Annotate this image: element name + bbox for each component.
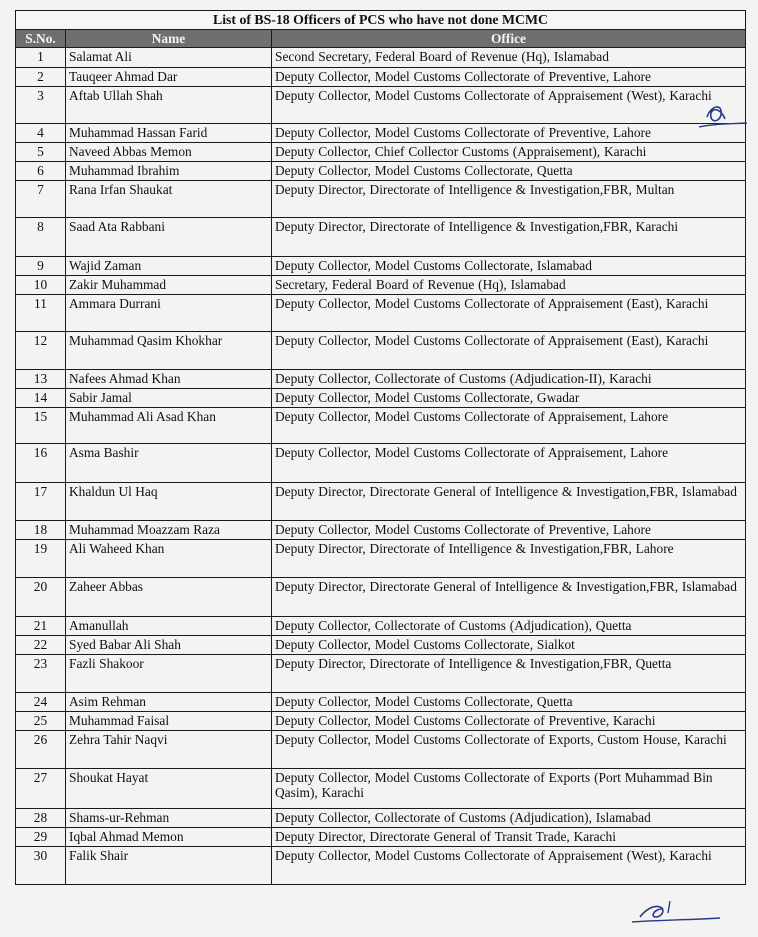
- name-cell: Zakir Muhammad: [66, 275, 272, 294]
- table-row: [16, 616, 746, 635]
- table-row: [16, 635, 746, 654]
- sno-cell: 27: [16, 768, 66, 808]
- sno-cell: 23: [16, 654, 66, 692]
- office-cell: Deputy Collector, Collectorate of Customs (Adjudication), Islamabad: [272, 808, 746, 827]
- sno-cell: 8: [16, 217, 66, 256]
- sno-cell: 5: [16, 142, 66, 161]
- sno-cell: 1: [16, 47, 66, 67]
- office-cell: Deputy Collector, Model Customs Collectorate of Appraisement (East), Karachi: [272, 331, 746, 369]
- sno-cell: 18: [16, 520, 66, 539]
- office-cell: Deputy Director, Directorate of Intelligence & Investigation,FBR, Multan: [272, 180, 746, 217]
- name-cell: Shams-ur-Rehman: [66, 808, 272, 827]
- column-header-row: [16, 30, 746, 48]
- office-cell: Deputy Collector, Model Customs Collectorate of Appraisement (East), Karachi: [272, 294, 746, 331]
- name-cell: Salamat Ali: [66, 47, 272, 67]
- table-row: [16, 161, 746, 180]
- table-row: [16, 123, 746, 142]
- name-cell: Zaheer Abbas: [66, 577, 272, 616]
- office-cell: Secretary, Federal Board of Revenue (Hq), Islamabad: [272, 275, 746, 294]
- name-cell: Muhammad Qasim Khokhar: [66, 331, 272, 369]
- sno-cell: 14: [16, 388, 66, 407]
- sno-cell: 12: [16, 331, 66, 369]
- office-cell: Deputy Director, Directorate General of Intelligence & Investigation,FBR, Islamabad: [272, 577, 746, 616]
- table-row: [16, 407, 746, 443]
- sno-cell: 17: [16, 482, 66, 520]
- office-cell: Deputy Director, Directorate of Intelligence & Investigation,FBR, Lahore: [272, 539, 746, 577]
- document-page: [15, 10, 745, 885]
- table-row: [16, 67, 746, 86]
- sno-cell: 22: [16, 635, 66, 654]
- table-row: [16, 520, 746, 539]
- name-cell: Asim Rehman: [66, 692, 272, 711]
- office-cell: Deputy Collector, Model Customs Collectorate of Appraisement (West), Karachi: [272, 846, 746, 884]
- table-row: [16, 692, 746, 711]
- handwritten-signature: [632, 897, 722, 927]
- name-cell: Muhammad Moazzam Raza: [66, 520, 272, 539]
- office-cell: Deputy Collector, Collectorate of Customs (Adjudication), Quetta: [272, 616, 746, 635]
- sno-cell: 24: [16, 692, 66, 711]
- office-cell: Deputy Director, Directorate General of Intelligence & Investigation,FBR, Islamabad: [272, 482, 746, 520]
- office-cell: Deputy Collector, Model Customs Collectorate, Islamabad: [272, 256, 746, 275]
- table-row: [16, 369, 746, 388]
- table-row: [16, 275, 746, 294]
- office-cell: Deputy Director, Directorate General of Transit Trade, Karachi: [272, 827, 746, 846]
- office-cell: Deputy Collector, Model Customs Collectorate of Preventive, Lahore: [272, 123, 746, 142]
- name-cell: Muhammad Ali Asad Khan: [66, 407, 272, 443]
- sno-cell: 6: [16, 161, 66, 180]
- table-row: [16, 294, 746, 331]
- name-cell: Khaldun Ul Haq: [66, 482, 272, 520]
- sno-cell: 21: [16, 616, 66, 635]
- table-row: [16, 482, 746, 520]
- name-cell: Falik Shair: [66, 846, 272, 884]
- name-cell: Syed Babar Ali Shah: [66, 635, 272, 654]
- table-row: [16, 846, 746, 884]
- office-cell: Deputy Collector, Model Customs Collectorate of Appraisement, Lahore: [272, 407, 746, 443]
- table-row: [16, 443, 746, 482]
- table-row: [16, 654, 746, 692]
- office-cell: Deputy Collector, Model Customs Collectorate of Preventive, Lahore: [272, 67, 746, 86]
- sno-cell: 11: [16, 294, 66, 331]
- table-row: [16, 539, 746, 577]
- office-cell: Deputy Collector, Model Customs Collectorate of Exports, Custom House, Karachi: [272, 730, 746, 768]
- table-row: [16, 577, 746, 616]
- name-cell: Fazli Shakoor: [66, 654, 272, 692]
- sno-cell: 10: [16, 275, 66, 294]
- table-row: [16, 331, 746, 369]
- handwritten-initial-mark: [697, 97, 749, 131]
- office-cell: Deputy Collector, Model Customs Collectorate, Sialkot: [272, 635, 746, 654]
- name-cell: Amanullah: [66, 616, 272, 635]
- name-cell: Sabir Jamal: [66, 388, 272, 407]
- sno-cell: 7: [16, 180, 66, 217]
- office-cell: Deputy Collector, Model Customs Collectorate of Appraisement (West), Karachi: [272, 86, 746, 123]
- name-cell: Shoukat Hayat: [66, 768, 272, 808]
- name-cell: Saad Ata Rabbani: [66, 217, 272, 256]
- name-cell: Rana Irfan Shaukat: [66, 180, 272, 217]
- office-cell: Deputy Collector, Model Customs Collectorate of Preventive, Lahore: [272, 520, 746, 539]
- table-row: [16, 217, 746, 256]
- name-cell: Zehra Tahir Naqvi: [66, 730, 272, 768]
- sno-cell: 2: [16, 67, 66, 86]
- office-cell: Deputy Collector, Model Customs Collectorate of Appraisement, Lahore: [272, 443, 746, 482]
- table-row: [16, 827, 746, 846]
- sno-cell: 9: [16, 256, 66, 275]
- sno-cell: 19: [16, 539, 66, 577]
- table-row: [16, 142, 746, 161]
- sno-header: S.No.: [16, 30, 66, 48]
- sno-cell: 25: [16, 711, 66, 730]
- table-row: [16, 730, 746, 768]
- table-title: List of BS-18 Officers of PCS who have not done MCMC: [16, 11, 746, 30]
- table-row: [16, 180, 746, 217]
- table-row: [16, 86, 746, 123]
- name-cell: Tauqeer Ahmad Dar: [66, 67, 272, 86]
- office-cell: Deputy Director, Directorate of Intelligence & Investigation,FBR, Karachi: [272, 217, 746, 256]
- table-row: [16, 808, 746, 827]
- table-row: [16, 47, 746, 67]
- table-row: [16, 388, 746, 407]
- table-row: [16, 256, 746, 275]
- office-cell: Deputy Collector, Model Customs Collectorate, Gwadar: [272, 388, 746, 407]
- name-cell: Asma Bashir: [66, 443, 272, 482]
- office-cell: Deputy Collector, Model Customs Collectorate of Preventive, Karachi: [272, 711, 746, 730]
- table-row: [16, 711, 746, 730]
- officers-table: [15, 10, 746, 885]
- table-row: [16, 768, 746, 808]
- table-title-row: [16, 11, 746, 30]
- sno-cell: 30: [16, 846, 66, 884]
- sno-cell: 13: [16, 369, 66, 388]
- name-cell: Muhammad Hassan Farid: [66, 123, 272, 142]
- name-cell: Naveed Abbas Memon: [66, 142, 272, 161]
- sno-cell: 3: [16, 86, 66, 123]
- sno-cell: 4: [16, 123, 66, 142]
- name-cell: Ammara Durrani: [66, 294, 272, 331]
- name-cell: Ali Waheed Khan: [66, 539, 272, 577]
- name-cell: Aftab Ullah Shah: [66, 86, 272, 123]
- name-cell: Iqbal Ahmad Memon: [66, 827, 272, 846]
- table-body: [16, 47, 746, 884]
- office-header: Office: [272, 30, 746, 48]
- name-cell: Muhammad Faisal: [66, 711, 272, 730]
- office-cell: Deputy Director, Directorate of Intelligence & Investigation,FBR, Quetta: [272, 654, 746, 692]
- name-header: Name: [66, 30, 272, 48]
- name-cell: Wajid Zaman: [66, 256, 272, 275]
- sno-cell: 20: [16, 577, 66, 616]
- sno-cell: 28: [16, 808, 66, 827]
- office-cell: Deputy Collector, Model Customs Collectorate of Exports (Port Muhammad Bin Qasim), Karachi: [272, 768, 746, 808]
- sno-cell: 15: [16, 407, 66, 443]
- sno-cell: 26: [16, 730, 66, 768]
- office-cell: Deputy Collector, Model Customs Collectorate, Quetta: [272, 692, 746, 711]
- office-cell: Deputy Collector, Collectorate of Customs (Adjudication-II), Karachi: [272, 369, 746, 388]
- office-cell: Second Secretary, Federal Board of Revenue (Hq), Islamabad: [272, 47, 746, 67]
- sno-cell: 16: [16, 443, 66, 482]
- name-cell: Nafees Ahmad Khan: [66, 369, 272, 388]
- office-cell: Deputy Collector, Chief Collector Customs (Appraisement), Karachi: [272, 142, 746, 161]
- sno-cell: 29: [16, 827, 66, 846]
- office-cell: Deputy Collector, Model Customs Collectorate, Quetta: [272, 161, 746, 180]
- name-cell: Muhammad Ibrahim: [66, 161, 272, 180]
